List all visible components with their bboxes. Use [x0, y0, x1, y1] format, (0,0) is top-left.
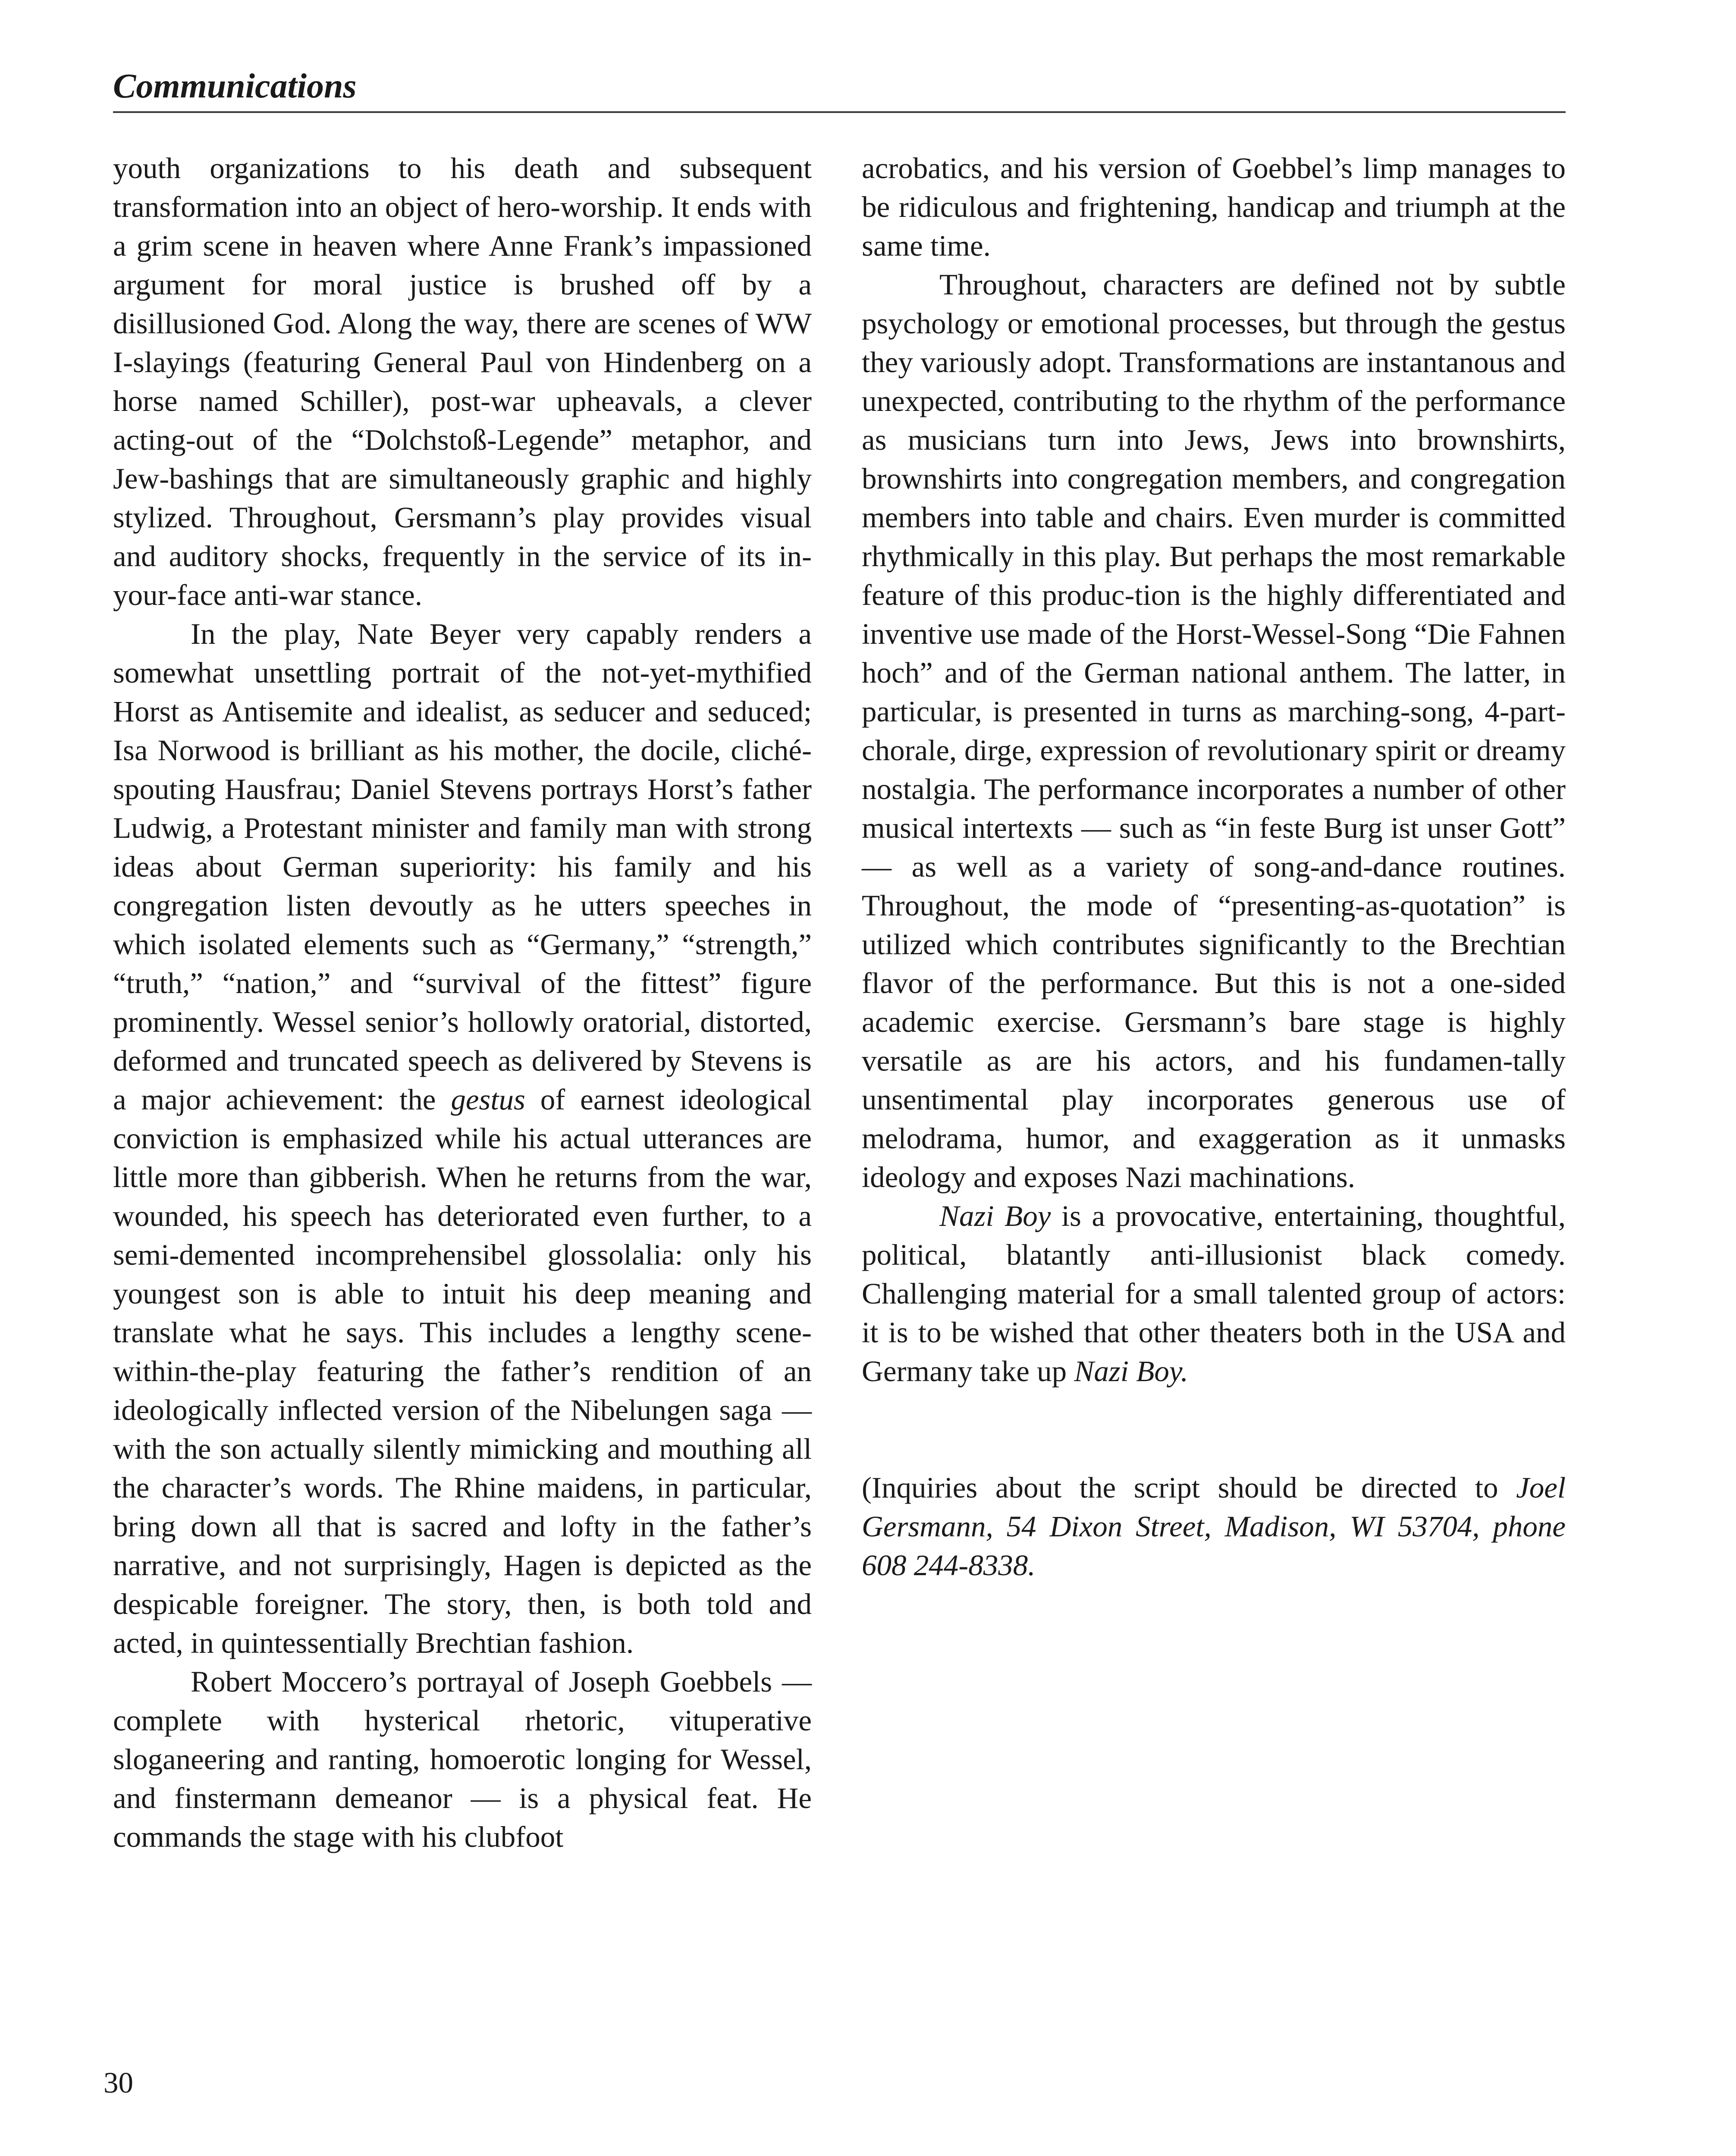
left-paragraph-3: Robert Moccero’s portrayal of Joseph Goebbels — complete with hysterical rhetoric, vituperative sloganeering and ranting, homoerotic longing for Wessel, and finstermann demeanor — is a physical feat. He commands the stage with his clubfoot	[113, 1665, 812, 1853]
inquiry-note	[862, 1468, 1566, 1585]
section-title: Communications	[113, 67, 357, 105]
left-paragraph-2-before: In the play, Nate Beyer very capably renders a somewhat unsettling portrait of the not-yet-mythified Horst as Antisemite and idealist, as seducer and seduced; Isa Norwood is brilliant as his mother, the docile, cliché-spouting Hausfrau; Daniel Stevens portrays Horst’s father Ludwig, a Protestant minister and family man with strong ideas about German superiority: his family and his congregation listen devoutly as he utters speeches in which isolated elements such as “Germany,” “strength,” “truth,” “nation,” and “survival of the fittest” figure prominently. Wessel senior’s hollowly oratorial, distorted, deformed and truncated speech as delivered by Stevens is a major achievement: the	[113, 617, 812, 1116]
play-title-end: Nazi Boy.	[1074, 1355, 1188, 1388]
gestus-term: gestus	[451, 1083, 525, 1116]
header-rule	[113, 111, 1566, 113]
left-paragraph-2	[113, 614, 812, 1662]
left-paragraph-2-after: of earnest ideological conviction is emphasized while his actual utterances are little more than gibberish. When he returns from the war, wounded, his speech has deteriorated even further, to a semi-demented incomprehensibel glossolalia: only his youngest son is able to intuit his deep meaning and translate what he says. This includes a lengthy scene-within-the-play featuring the father’s rendition of an ideologically inflected version of the Nibelungen saga — with the son actually silently mimicking and mouthing all the character’s words. The Rhine maidens, in particular, bring down all that is sacred and lofty in the father’s narrative, and not surprisingly, Hagen is depicted as the despicable foreigner. The story, then, is both told and acted, in quintessentially Brechtian fashion.	[113, 1083, 812, 1659]
right-paragraph-3	[862, 1197, 1566, 1391]
right-paragraph-1: acrobatics, and his version of Goebbel’s limp manages to be ridiculous and frightening, handicap and triumph at the same time.	[862, 152, 1566, 262]
left-column	[113, 149, 812, 1856]
inquiry-lead: (Inquiries about the script should be directed to	[862, 1471, 1498, 1504]
right-paragraph-2: Throughout, characters are defined not by subtle psychology or emotional processes, but through the gestus they variously adopt. Transformations are instantanous and unexpected, contributing to the rhythm of the performance as musicians turn into Jews, Jews into brownshirts, brownshirts into congregation members, and congregation members into table and chairs. Even murder is committed rhythmically in this play. But perhaps the most remarkable feature of this produc-tion is the highly differentiated and inventive use made of the Horst-Wessel-Song “Die Fahnen hoch” and of the German national anthem. The latter, in particular, is presented in turns as marching-song, 4-part-chorale, dirge, expression of revolutionary spirit or dreamy nostalgia. The performance incorporates a number of other musical intertexts — such as “in feste Burg ist unser Gott” — as well as a variety of song-and-dance routines. Throughout, the mode of “presenting-as-quotation” is utilized which contributes significantly to the Brechtian flavor of the performance. But this is not a one-sided academic exercise. Gersmann’s bare stage is highly versatile as are his actors, and his fundamen-tally unsentimental play incorporates generous use of melodrama, humor, and exaggeration as it unmasks ideology and exposes Nazi machinations.	[862, 268, 1566, 1194]
page-number: 30	[104, 2066, 133, 2099]
play-title: Nazi Boy	[939, 1200, 1051, 1232]
right-paragraph-3-body: is a provocative, entertaining, thoughtful, political, blatantly anti-illusionist black comedy. Challenging material for a small talented group of actors: it is to be wished that other theaters both in the USA and Germany take up	[862, 1200, 1566, 1388]
left-paragraph-1: youth organizations to his death and subsequent transformation into an object of hero-worship. It ends with a grim scene in heaven where Anne Frank’s impassioned argument for moral justice is brushed off by a disillusioned God. Along the way, there are scenes of WW I-slayings (featuring General Paul von Hindenberg on a horse named Schiller), post-war upheavals, a clever acting-out of the “Dolchstoß-Legende” metaphor, and Jew-bashings that are simultaneously graphic and highly stylized. Throughout, Gersmann’s play provides visual and auditory shocks, frequently in the service of its in-your-face anti-war stance.	[113, 152, 812, 611]
inquiry-contact: Joel Gersmann, 54 Dixon Street, Madison, WI 53704, phone 608 244-8338.	[862, 1471, 1566, 1582]
right-column	[862, 149, 1566, 1585]
